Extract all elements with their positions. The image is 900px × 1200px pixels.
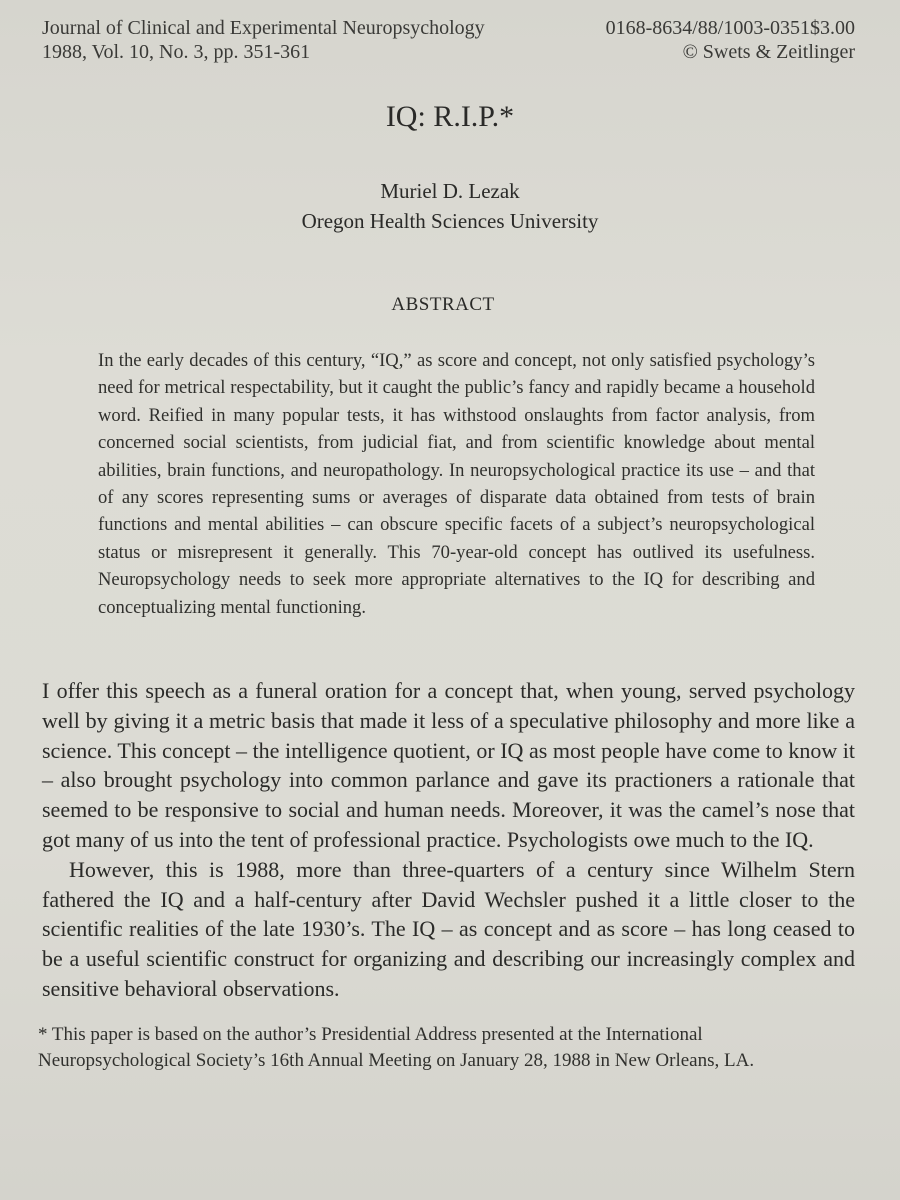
journal-citation: [42, 16, 485, 64]
journal-rights: [567, 16, 855, 64]
main-text: [42, 676, 855, 1004]
body-paragraph-1: I offer this speech as a funeral oration for a concept that, when young, served psychology well by giving it a metric basis that made it less of a speculative philosophy and more like a science. This concept – the intelligence quotient, or IQ as most people have come to know it – also brought psychology into common parlance and gave its practioners a rationale that seemed to be responsive to social and human needs. Moreover, it was the camel’s nose that got many of us into the tent of professional practice. Psychologists owe much to the IQ.: [42, 678, 855, 852]
journal-volume: 1988, Vol. 10, No. 3, pp. 351-361: [42, 41, 311, 63]
abstract-text: In the early decades of this century, “IQ,” as score and concept, not only satisfied psychology’s need for metrical respectability, but it caught the public’s fancy and rapidly became a household word. Reified in many popular tests, it has withstood onslaughts from factor analysis, from concerned social scientists, from judicial fiat, and from scientific knowledge about mental abilities, brain functions, and neuropathology. In neuropsychological practice its use – and that of any scores representing sums or averages of disparate data obtained from tests of brain functions and mental abilities – can obscure specific facets of a subject’s neuropsychological status or misrepresent it generally. This 70-year-old concept has outlived its usefulness. Neuropsychology needs to seek more appropriate alternatives to the IQ for describing and conceptualizing mental functioning.: [98, 350, 815, 618]
author-block: [0, 176, 900, 236]
journal-name: Journal of Clinical and Experimental Neuropsychology: [42, 17, 485, 39]
author-name: Muriel D. Lezak: [380, 179, 520, 203]
paper-title: IQ: R.I.P.*: [385, 100, 515, 133]
issn-code: 0168-8634/88/1003-0351$3.00: [605, 17, 855, 39]
copyright-notice: © Swets & Zeitlinger: [682, 41, 855, 63]
footnote: * This paper is based on the author’s Presidential Address presented at the International Neuropsychological Society’s 16th Annual Meeting on January 28, 1988 in New Orleans, LA.: [38, 1024, 755, 1071]
author-affiliation: Oregon Health Sciences University: [301, 209, 599, 233]
body-paragraph-2: However, this is 1988, more than three-quarters of a century since Wilhelm Stern fathered the IQ and a half-century after David Wechsler pushed it a little closer to the scientific realities of the late 1930’s. The IQ – as concept and as score – has long ceased to be a useful scientific construct for organizing and describing our increasingly complex and sensitive behavioral observations.: [42, 856, 855, 1001]
abstract-heading: ABSTRACT: [391, 294, 495, 315]
